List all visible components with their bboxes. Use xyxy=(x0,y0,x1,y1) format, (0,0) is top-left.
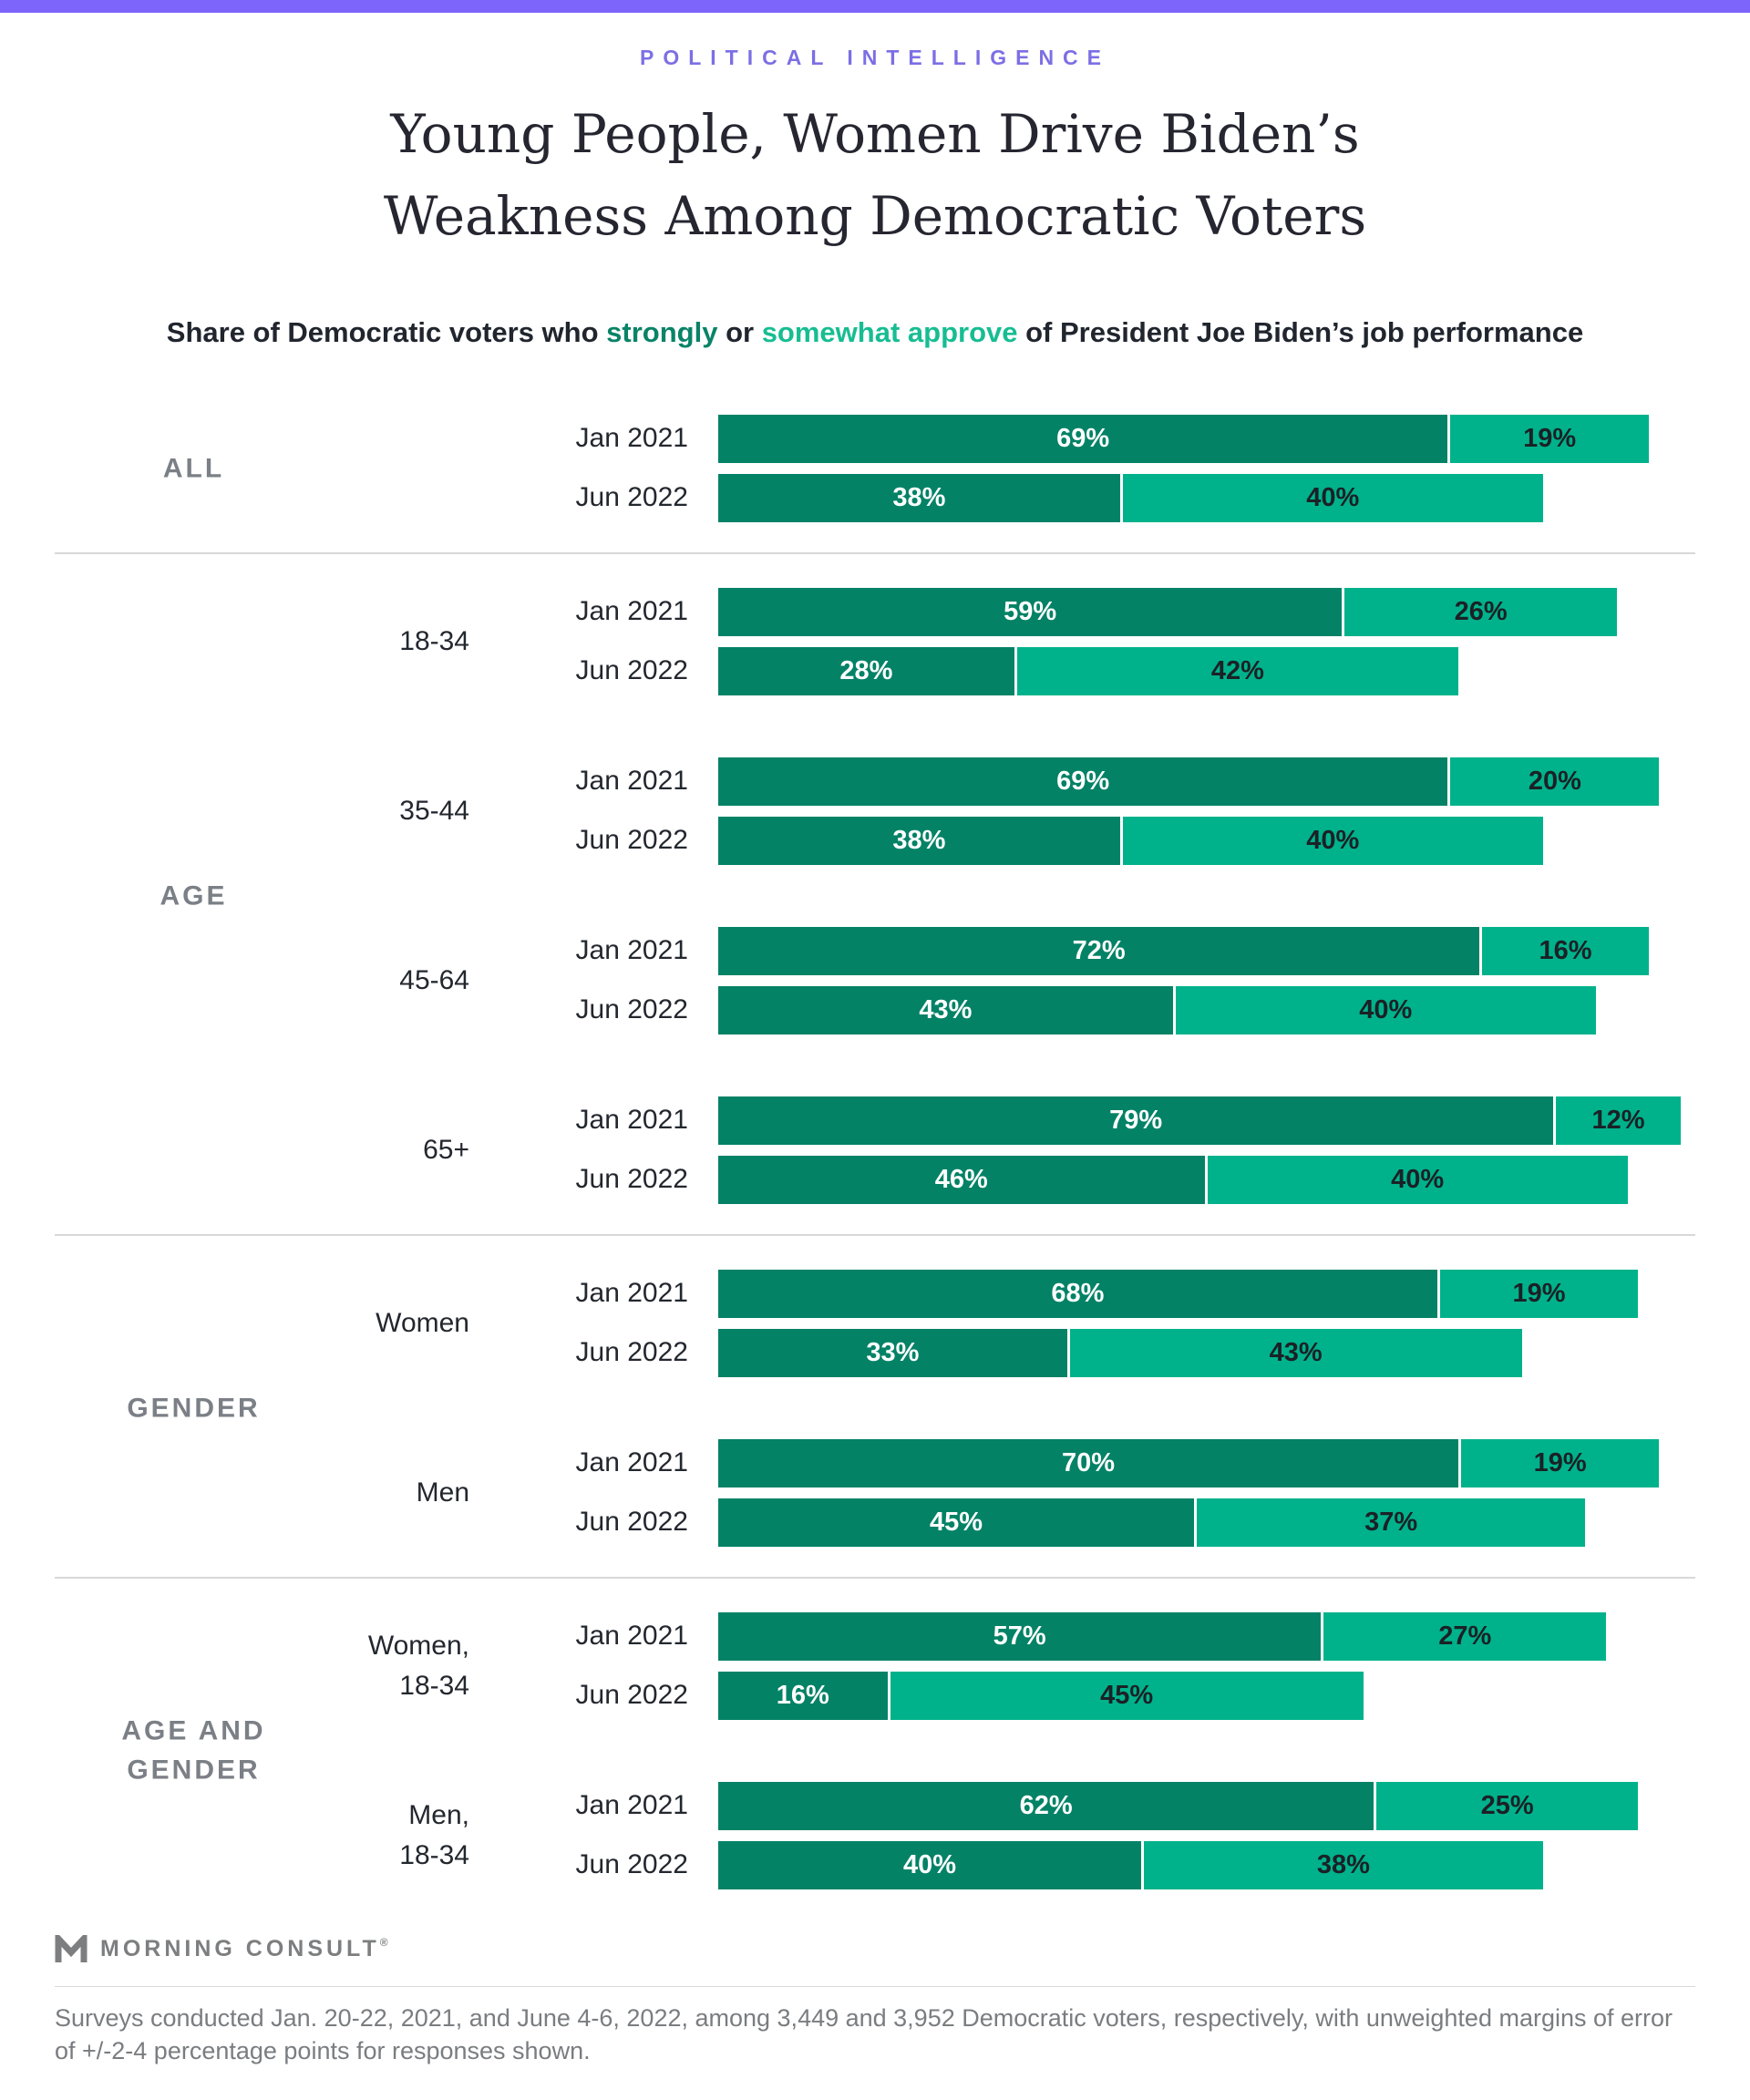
bar-segment-strongly-approve: 69% xyxy=(718,757,1447,806)
row-period-label: Jan 2021 xyxy=(575,1105,688,1136)
bar-rows xyxy=(469,1439,1659,1547)
bar-segment-strongly-approve: 62% xyxy=(718,1782,1374,1830)
kicker-label: POLITICAL INTELLIGENCE xyxy=(639,46,1111,69)
bar-rows xyxy=(469,1612,1606,1720)
stacked-bar xyxy=(718,757,1659,806)
bar-row-jan-2021 xyxy=(469,927,1649,975)
stacked-bar xyxy=(718,647,1458,695)
bar-row-jun-2022 xyxy=(469,1329,1638,1377)
bar-segment-somewhat-approve: 19% xyxy=(1458,1439,1659,1488)
category-label: Women, 18-34 xyxy=(367,1631,469,1701)
row-period-label: Jun 2022 xyxy=(575,825,688,856)
category-block-women-18-34 xyxy=(333,1612,1750,1720)
chart-section-all xyxy=(0,415,1750,522)
morning-consult-m-icon xyxy=(55,1935,88,1964)
bar-segment-somewhat-approve: 19% xyxy=(1437,1270,1638,1318)
morning-consult-logo xyxy=(55,1935,1695,1964)
survey-footnote xyxy=(55,2002,1695,2068)
bar-segment-somewhat-approve: 45% xyxy=(888,1672,1364,1720)
bar-rows xyxy=(469,757,1659,865)
bar-segment-strongly-approve: 43% xyxy=(718,986,1173,1035)
bar-segment-somewhat-approve: 40% xyxy=(1173,986,1596,1035)
stacked-bar xyxy=(718,1329,1522,1377)
bar-segment-strongly-approve: 57% xyxy=(718,1612,1321,1661)
chart-section-age xyxy=(0,588,1750,1204)
bar-rows xyxy=(469,1270,1638,1377)
category-label: Men xyxy=(416,1477,469,1508)
stacked-bar-chart xyxy=(0,415,1750,1889)
category-block-45-64 xyxy=(333,927,1750,1035)
category-block-women xyxy=(333,1270,1750,1377)
footer-divider xyxy=(55,1986,1695,1987)
subtitle-part: strongly xyxy=(606,315,718,348)
category-block-all xyxy=(333,415,1750,522)
bar-row-jun-2022 xyxy=(469,474,1649,522)
bar-rows xyxy=(469,415,1649,522)
bar-segment-strongly-approve: 69% xyxy=(718,415,1447,463)
bar-row-jan-2021 xyxy=(469,588,1617,636)
subtitle-part: or xyxy=(717,315,762,348)
row-period-label: Jun 2022 xyxy=(575,1849,688,1880)
bar-row-jan-2021 xyxy=(469,1096,1681,1145)
bar-segment-somewhat-approve: 12% xyxy=(1553,1096,1680,1145)
bar-row-jun-2022 xyxy=(469,1672,1606,1720)
row-period-label: Jan 2021 xyxy=(575,766,688,797)
footer xyxy=(55,1935,1695,2068)
category-block-men-18-34 xyxy=(333,1782,1750,1889)
trademark-symbol: ® xyxy=(379,1936,392,1950)
bar-row-jan-2021 xyxy=(469,1782,1638,1830)
bar-segment-strongly-approve: 28% xyxy=(718,647,1014,695)
page-title-line-2: Weakness Among Democratic Voters xyxy=(383,184,1367,247)
bar-row-jan-2021 xyxy=(469,415,1649,463)
bar-row-jan-2021 xyxy=(469,757,1659,806)
bar-row-jun-2022 xyxy=(469,647,1617,695)
bar-segment-somewhat-approve: 40% xyxy=(1120,474,1543,522)
row-period-label: Jan 2021 xyxy=(575,1278,688,1309)
row-period-label: Jun 2022 xyxy=(575,994,688,1025)
section-divider xyxy=(55,1577,1695,1579)
row-period-label: Jan 2021 xyxy=(575,1447,688,1478)
category-label: 35-44 xyxy=(399,796,469,827)
stacked-bar xyxy=(718,1612,1606,1661)
stacked-bar xyxy=(718,986,1596,1035)
bar-segment-strongly-approve: 68% xyxy=(718,1270,1437,1318)
bar-segment-somewhat-approve: 16% xyxy=(1479,927,1649,975)
bar-segment-strongly-approve: 79% xyxy=(718,1096,1553,1145)
bar-row-jun-2022 xyxy=(469,817,1659,865)
stacked-bar xyxy=(718,415,1649,463)
bar-segment-strongly-approve: 45% xyxy=(718,1498,1194,1547)
row-period-label: Jun 2022 xyxy=(575,1680,688,1711)
chart-section-age-and-gender xyxy=(0,1612,1750,1889)
stacked-bar xyxy=(718,1156,1628,1204)
bar-segment-somewhat-approve: 38% xyxy=(1141,1841,1543,1889)
survey-footnote-line-1: Surveys conducted Jan. 20-22, 2021, and June 4-6, 2022, among 3,449 and 3,952 Democratic voters, respectively, with unweighted margins of error xyxy=(55,2003,1673,2032)
section-divider xyxy=(55,552,1695,554)
subtitle-part: of President Joe Biden’s job performance xyxy=(1017,315,1584,348)
chart-subtitle xyxy=(0,316,1750,349)
row-period-label: Jun 2022 xyxy=(575,1164,688,1195)
bar-segment-strongly-approve: 33% xyxy=(718,1329,1067,1377)
accent-top-bar xyxy=(0,0,1750,13)
bar-segment-somewhat-approve: 37% xyxy=(1194,1498,1585,1547)
stacked-bar xyxy=(718,1672,1364,1720)
bar-segment-somewhat-approve: 40% xyxy=(1205,1156,1628,1204)
group-label-gender: GENDER xyxy=(127,1393,261,1424)
bar-segment-somewhat-approve: 43% xyxy=(1067,1329,1522,1377)
bar-segment-strongly-approve: 38% xyxy=(718,474,1120,522)
bar-segment-strongly-approve: 16% xyxy=(718,1672,888,1720)
group-label-age-and-gender: AGE AND GENDER xyxy=(121,1715,266,1786)
stacked-bar xyxy=(718,927,1649,975)
survey-footnote-line-2: of +/-2-4 percentage points for responses shown. xyxy=(55,2037,591,2065)
bar-segment-somewhat-approve: 27% xyxy=(1321,1612,1606,1661)
category-block-65 xyxy=(333,1096,1750,1204)
subtitle-part: Share of Democratic voters who xyxy=(166,315,607,348)
morning-consult-logo-text: MORNING CONSULT® xyxy=(100,1936,392,1962)
category-label: 65+ xyxy=(423,1135,469,1166)
stacked-bar xyxy=(718,1096,1681,1145)
bar-rows xyxy=(469,1096,1681,1204)
section-divider xyxy=(55,1234,1695,1236)
row-period-label: Jun 2022 xyxy=(575,1337,688,1368)
stacked-bar xyxy=(718,588,1617,636)
group-label-all: ALL xyxy=(162,453,225,484)
row-period-label: Jun 2022 xyxy=(575,482,688,513)
row-period-label: Jan 2021 xyxy=(575,1790,688,1821)
row-period-label: Jan 2021 xyxy=(575,935,688,966)
row-period-label: Jan 2021 xyxy=(575,423,688,454)
bar-row-jun-2022 xyxy=(469,1156,1681,1204)
subtitle-part: somewhat approve xyxy=(761,315,1018,348)
row-period-label: Jun 2022 xyxy=(575,1507,688,1538)
bar-row-jan-2021 xyxy=(469,1612,1606,1661)
row-period-label: Jun 2022 xyxy=(575,655,688,686)
category-label: Women xyxy=(376,1308,469,1339)
bar-segment-strongly-approve: 46% xyxy=(718,1156,1205,1204)
bar-segment-somewhat-approve: 19% xyxy=(1447,415,1648,463)
category-block-men xyxy=(333,1439,1750,1547)
row-period-label: Jan 2021 xyxy=(575,596,688,627)
stacked-bar xyxy=(718,817,1543,865)
bar-row-jun-2022 xyxy=(469,1841,1638,1889)
stacked-bar xyxy=(718,1498,1585,1547)
bar-segment-somewhat-approve: 26% xyxy=(1342,588,1617,636)
stacked-bar xyxy=(718,1841,1543,1889)
stacked-bar xyxy=(718,1782,1638,1830)
page-title-line-1: Young People, Women Drive Biden’s xyxy=(390,103,1360,165)
chart-section-gender xyxy=(0,1270,1750,1547)
bar-row-jun-2022 xyxy=(469,986,1649,1035)
stacked-bar xyxy=(718,474,1543,522)
bar-row-jan-2021 xyxy=(469,1270,1638,1318)
bar-row-jun-2022 xyxy=(469,1498,1659,1547)
category-block-35-44 xyxy=(333,757,1750,865)
bar-segment-strongly-approve: 70% xyxy=(718,1439,1458,1488)
group-label-age: AGE xyxy=(160,880,228,911)
bar-segment-somewhat-approve: 20% xyxy=(1447,757,1659,806)
category-label: 18-34 xyxy=(399,626,469,657)
bar-rows xyxy=(469,588,1617,695)
page-title xyxy=(0,94,1750,258)
bar-segment-strongly-approve: 40% xyxy=(718,1841,1141,1889)
bar-segment-strongly-approve: 72% xyxy=(718,927,1479,975)
bar-segment-somewhat-approve: 40% xyxy=(1120,817,1543,865)
bar-segment-somewhat-approve: 42% xyxy=(1014,647,1458,695)
category-label: 45-64 xyxy=(399,965,469,996)
bar-segment-strongly-approve: 59% xyxy=(718,588,1342,636)
stacked-bar xyxy=(718,1439,1659,1488)
stacked-bar xyxy=(718,1270,1638,1318)
category-block-18-34 xyxy=(333,588,1750,695)
bar-row-jan-2021 xyxy=(469,1439,1659,1488)
bar-segment-somewhat-approve: 25% xyxy=(1374,1782,1638,1830)
bar-rows xyxy=(469,927,1649,1035)
category-label: Men, 18-34 xyxy=(399,1800,469,1870)
bar-rows xyxy=(469,1782,1638,1889)
row-period-label: Jan 2021 xyxy=(575,1621,688,1652)
bar-segment-strongly-approve: 38% xyxy=(718,817,1120,865)
